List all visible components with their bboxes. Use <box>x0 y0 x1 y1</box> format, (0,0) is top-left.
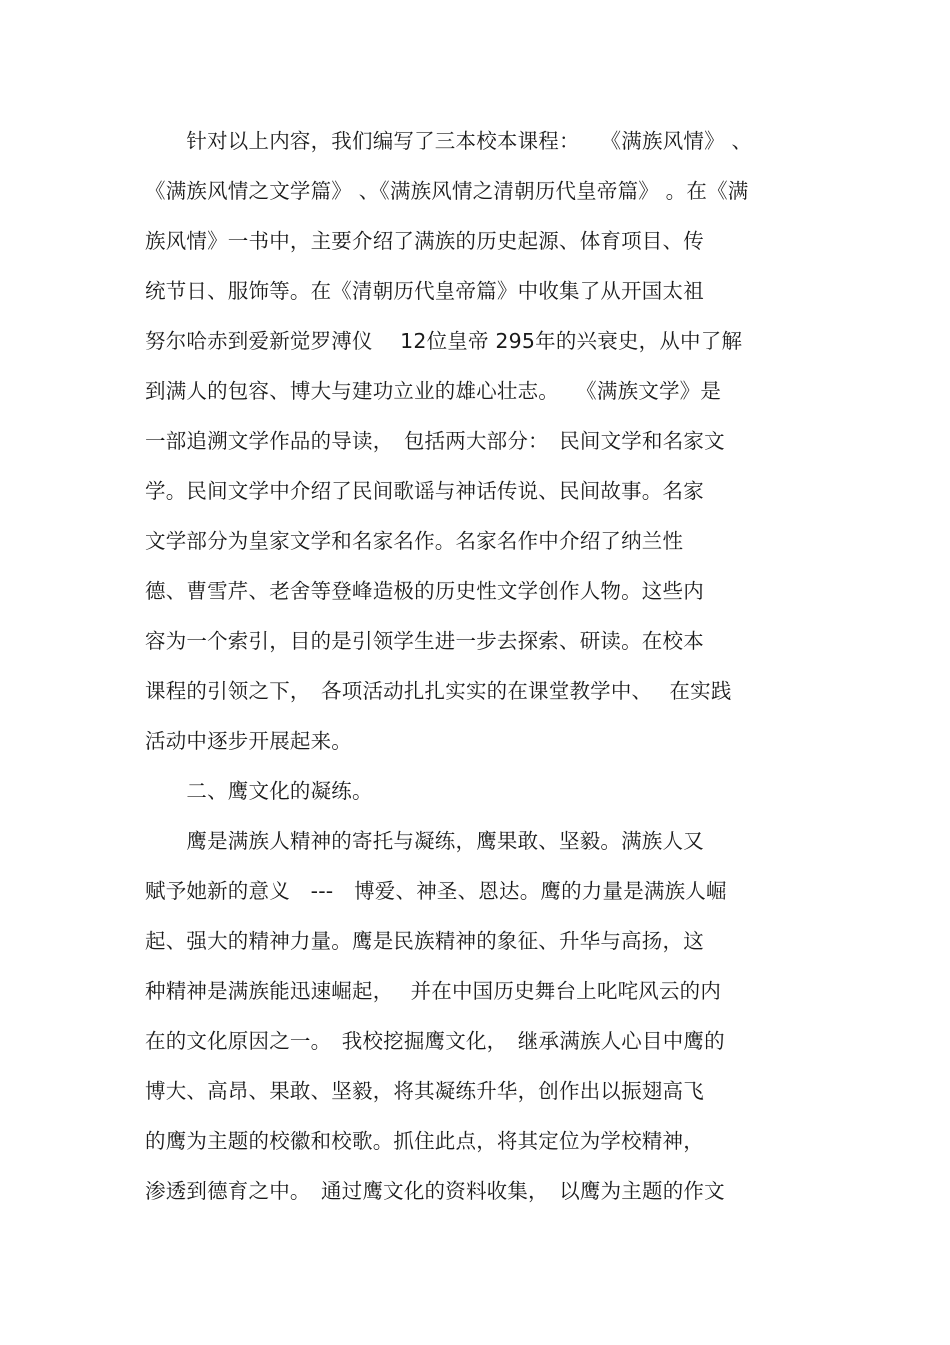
text-line: 赋予她新的意义 --- 博爱、神圣、恩达。鹰的力量是满族人崛 <box>145 879 727 903</box>
text-line: 德、曹雪芹、老舍等登峰造极的历史性文学创作人物。这些内 <box>145 579 704 603</box>
text-line: 种精神是满族能迅速崛起， 并在中国历史舞台上叱咤风云的内 <box>145 979 722 1003</box>
text-line: 文学部分为皇家文学和名家名作。名家名作中介绍了纳兰性 <box>145 529 684 553</box>
text-line: 的鹰为主题的校徽和校歌。抓住此点，将其定位为学校精神， <box>145 1129 704 1153</box>
text-line: 容为一个索引，目的是引领学生进一步去探索、研读。在校本 <box>145 629 704 653</box>
text-line: 鹰是满族人精神的寄托与凝练，鹰果敢、坚毅。满族人又 <box>145 829 704 853</box>
text-line: 课程的引领之下， 各项活动扎扎实实的在课堂教学中、 在实践 <box>145 679 732 703</box>
text-line: 博大、高昂、果敢、坚毅，将其凝练升华，创作出以振翅高飞 <box>145 1079 704 1103</box>
text-line: 活动中逐步开展起来。 <box>145 729 352 753</box>
text-line: 努尔哈赤到爱新觉罗溥仪 12位皇帝 295年的兴衰史，从中了解 <box>145 329 743 353</box>
text-line: 一部追溯文学作品的导读， 包括两大部分： 民间文学和名家文 <box>145 429 725 453</box>
text-line: 统节日、服饰等。在《清朝历代皇帝篇》中收集了从开国太祖 <box>145 279 704 303</box>
text-line: 渗透到德育之中。 通过鹰文化的资料收集， 以鹰为主题的作文 <box>145 1179 725 1203</box>
section-heading: 二、鹰文化的凝练。 <box>145 779 373 803</box>
text-line: 起、强大的精神力量。鹰是民族精神的象征、升华与高扬，这 <box>145 929 704 953</box>
text-line: 在的文化原因之一。 我校挖掘鹰文化， 继承满族人心目中鹰的 <box>145 1029 725 1053</box>
text-line: 族风情》一书中，主要介绍了满族的历史起源、体育项目、传 <box>145 229 704 253</box>
text-line: 到满人的包容、博大与建功立业的雄心壮志。 《满族文学》是 <box>145 379 722 403</box>
text-line: 《满族风情之文学篇》 、《满族风情之清朝历代皇帝篇》 。在《满 <box>145 179 749 203</box>
text-line: 学。民间文学中介绍了民间歌谣与神话传说、民间故事。名家 <box>145 479 704 503</box>
text-line: 针对以上内容，我们编写了三本校本课程： 《满族风情》 、 <box>145 129 753 153</box>
